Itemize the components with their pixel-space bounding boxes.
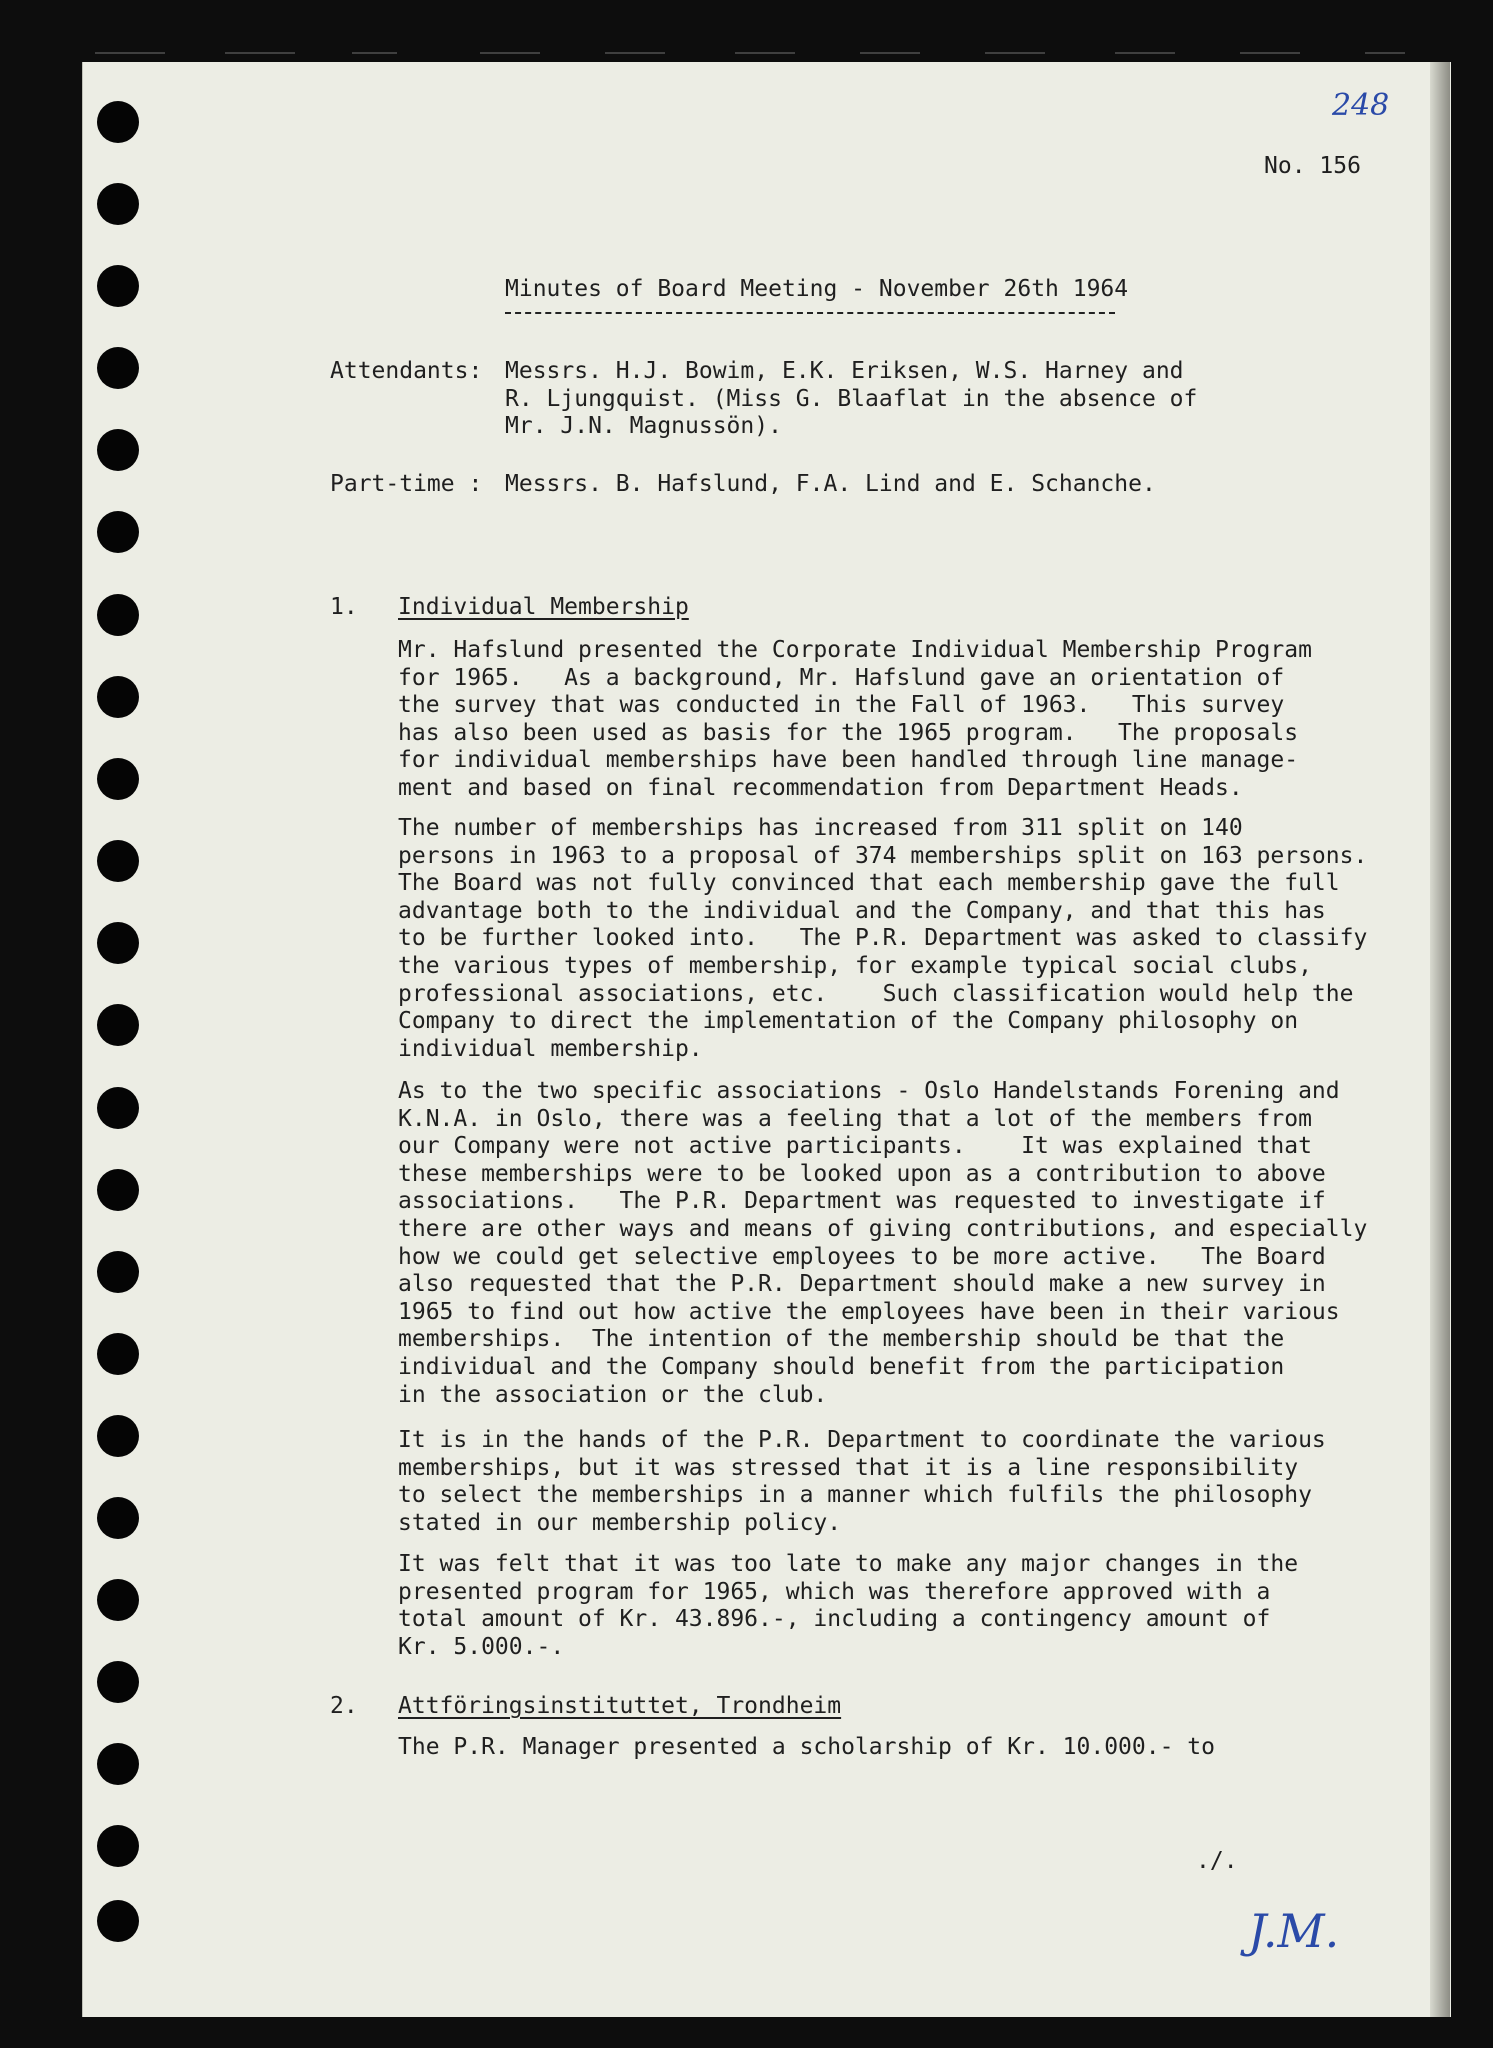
text-line: presented program for 1965, which was therefore approved with a xyxy=(398,1578,1271,1605)
text-line: individual membership. xyxy=(398,1035,703,1062)
part-time-label: Part-time : xyxy=(330,471,483,497)
punch-hole xyxy=(97,758,139,800)
punch-hole xyxy=(97,594,139,636)
edge-mark xyxy=(1240,52,1300,54)
text-line: memberships, but it was stressed that it is a line responsibility xyxy=(398,1454,1299,1481)
paragraph xyxy=(398,1551,1368,1661)
edge-mark xyxy=(985,52,1045,54)
text-line: to select the memberships in a manner which fulfils the philosophy xyxy=(398,1482,1312,1509)
text-line: the survey that was conducted in the Fall of 1963. This survey xyxy=(398,692,1285,719)
text-line: how we could get selective employees to be more active. The Board xyxy=(398,1243,1326,1270)
paragraph xyxy=(398,815,1368,1063)
text-line: persons in 1963 to a proposal of 374 memberships split on 163 persons. xyxy=(398,842,1368,869)
text-line: total amount of Kr. 43.896.-, including a contingency amount of xyxy=(398,1606,1271,1633)
title-dashed-rule xyxy=(505,312,1115,314)
punch-hole xyxy=(97,1900,139,1942)
punch-hole xyxy=(97,347,139,389)
paragraph xyxy=(398,1734,1368,1762)
text-line: has also been used as basis for the 1965 program. The proposals xyxy=(398,719,1299,746)
paragraph xyxy=(398,1078,1368,1409)
edge-mark xyxy=(1115,52,1175,54)
punch-hole xyxy=(97,676,139,718)
text-line: our Company were not active participants. It was explained that xyxy=(398,1133,1312,1160)
punch-hole xyxy=(97,265,139,307)
punch-hole xyxy=(97,183,139,225)
text-line: for individual memberships have been handled through line manage- xyxy=(398,747,1299,774)
text-line: The number of memberships has increased from 311 split on 140 xyxy=(398,815,1243,841)
punch-hole xyxy=(97,1579,139,1621)
punch-hole xyxy=(97,1169,139,1211)
text-line: the various types of membership, for example typical social clubs, xyxy=(398,952,1312,979)
edge-mark xyxy=(480,52,540,54)
edge-mark xyxy=(605,52,665,54)
document-title: Minutes of Board Meeting - November 26th 1964 xyxy=(505,276,1129,302)
punch-hole xyxy=(97,1004,139,1046)
edge-mark xyxy=(735,52,795,54)
text-line: As to the two specific associations - Oslo Handelstands Forening and xyxy=(398,1078,1340,1104)
punch-hole xyxy=(97,1415,139,1457)
punch-hole xyxy=(97,1743,139,1785)
punch-hole xyxy=(97,1661,139,1703)
punch-hole xyxy=(97,1825,139,1867)
section-heading: Individual Membership xyxy=(398,594,689,620)
punch-hole xyxy=(97,1087,139,1129)
text-line: memberships. The intention of the membership should be that the xyxy=(398,1326,1285,1353)
punch-hole xyxy=(97,101,139,143)
edge-mark xyxy=(860,52,920,54)
text-line: for 1965. As a background, Mr. Hafslund gave an orientation of xyxy=(398,664,1285,691)
document-number: No. 156 xyxy=(1264,153,1361,179)
attendants-line: R. Ljungquist. (Miss G. Blaaflat in the absence of xyxy=(505,385,1198,412)
attendants-line: Messrs. H.J. Bowim, E.K. Eriksen, W.S. Harney and xyxy=(505,358,1184,384)
punch-hole xyxy=(97,429,139,471)
text-line: K.N.A. in Oslo, there was a feeling that a lot of the members from xyxy=(398,1105,1312,1132)
text-line: ment and based on final recommendation from Department Heads. xyxy=(398,774,1243,801)
text-line: The Board was not fully convinced that each membership gave the full xyxy=(398,870,1340,897)
punch-hole xyxy=(97,511,139,553)
continuation-mark: ./. xyxy=(1196,1848,1238,1874)
text-line: individual and the Company should benefit from the participation xyxy=(398,1353,1285,1380)
edge-mark xyxy=(1365,52,1405,54)
text-line: associations. The P.R. Department was requested to investigate if xyxy=(398,1188,1326,1215)
punch-hole xyxy=(97,1497,139,1539)
text-line: 1965 to find out how active the employees have been in their various xyxy=(398,1298,1340,1325)
handwritten-page-number: 248 xyxy=(1332,88,1390,123)
section-heading: Attföringsinstituttet, Trondheim xyxy=(398,1693,842,1719)
text-line: It was felt that it was too late to make any major changes in the xyxy=(398,1551,1299,1577)
text-line: to be further looked into. The P.R. Department was asked to classify xyxy=(398,925,1368,952)
attendants-list xyxy=(505,358,1475,441)
part-time-text: Messrs. B. Hafslund, F.A. Lind and E. Schanche. xyxy=(505,471,1156,497)
text-line: Kr. 5.000.-. xyxy=(398,1633,565,1660)
text-line: in the association or the club. xyxy=(398,1381,828,1408)
text-line: It is in the hands of the P.R. Department to coordinate the various xyxy=(398,1427,1326,1453)
attendants-label: Attendants: xyxy=(330,358,483,384)
text-line: these memberships were to be looked upon as a contribution to above xyxy=(398,1160,1326,1187)
section-number: 1. xyxy=(330,594,358,620)
text-line: also requested that the P.R. Department should make a new survey in xyxy=(398,1271,1326,1298)
text-line: The P.R. Manager presented a scholarship of Kr. 10.000.- to xyxy=(398,1734,1215,1760)
section-number: 2. xyxy=(330,1693,358,1719)
text-line: professional associations, etc. Such classification would help the xyxy=(398,980,1354,1007)
punch-hole xyxy=(97,1333,139,1375)
handwritten-initials: J.M. xyxy=(1248,1904,1340,1958)
text-line: stated in our membership policy. xyxy=(398,1509,842,1536)
text-line: there are other ways and means of giving contributions, and especially xyxy=(398,1215,1368,1242)
page-edge-shadow xyxy=(1430,62,1450,2017)
paragraph xyxy=(398,1427,1368,1537)
text-line: advantage both to the individual and the Company, and that this has xyxy=(398,897,1326,924)
punch-hole xyxy=(97,840,139,882)
text-line: Mr. Hafslund presented the Corporate Individual Membership Program xyxy=(398,637,1312,663)
punch-hole xyxy=(97,1251,139,1293)
punch-hole xyxy=(97,922,139,964)
edge-mark xyxy=(352,52,397,54)
paragraph xyxy=(398,637,1368,803)
text-line: Company to direct the implementation of the Company philosophy on xyxy=(398,1008,1299,1035)
edge-mark xyxy=(225,52,295,54)
edge-mark xyxy=(95,52,165,54)
attendants-line: Mr. J.N. Magnussön). xyxy=(505,413,782,440)
